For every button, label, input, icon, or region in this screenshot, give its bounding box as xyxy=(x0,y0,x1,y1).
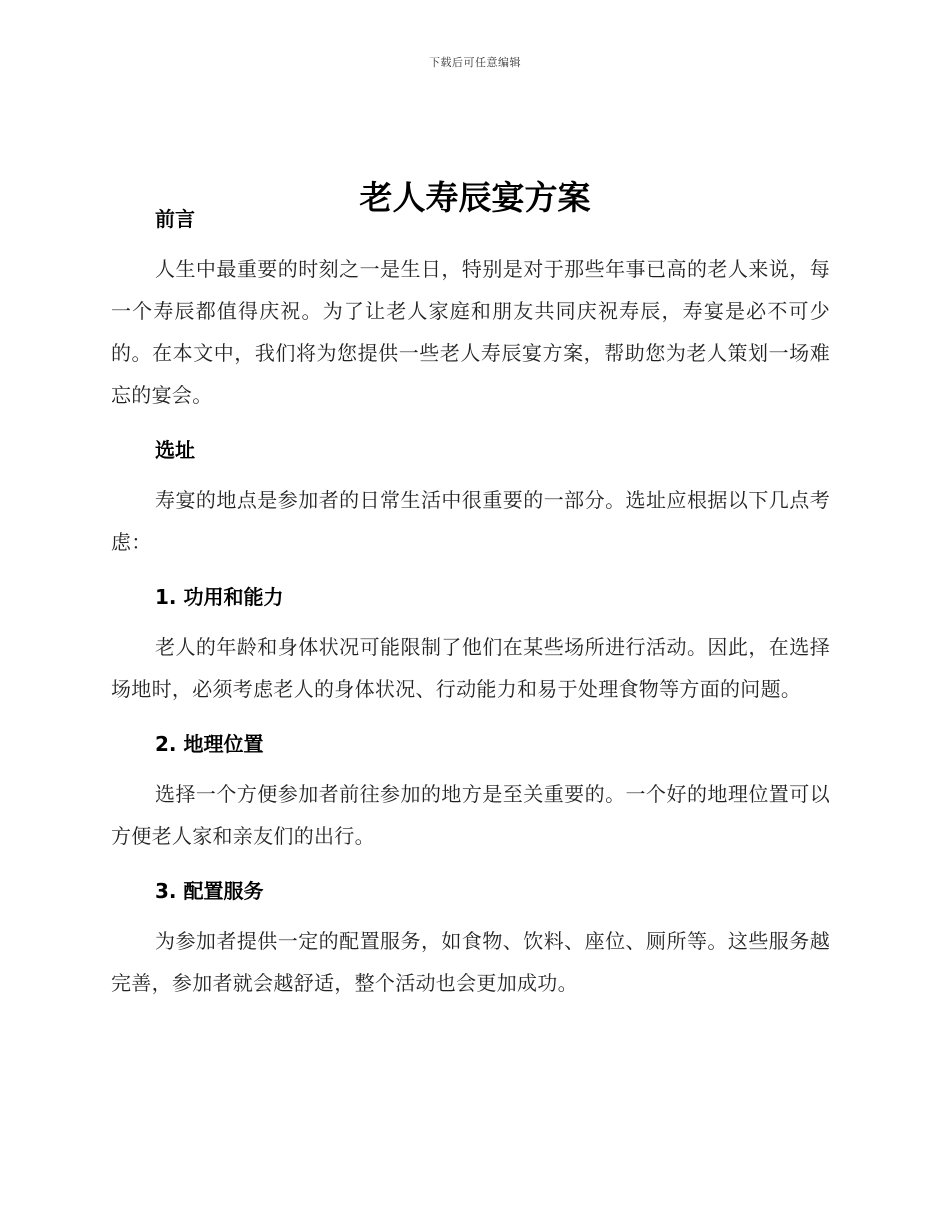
section-heading-intro: 前言 xyxy=(155,207,195,231)
document-body xyxy=(111,198,830,1004)
section-heading-site: 选址 xyxy=(155,438,195,462)
paragraph-site: 寿宴的地点是参加者的日常生活中很重要的一部分。选址应根据以下几点考虑： xyxy=(111,488,830,554)
section-heading-item2: 2. 地理位置 xyxy=(155,732,264,756)
header-note: 下载后可任意编辑 xyxy=(429,56,521,69)
paragraph-item3: 为参加者提供一定的配置服务，如食物、饮料、座位、厕所等。这些服务越完善，参加者就会越舒适，整个活动也会更加成功。 xyxy=(111,929,830,995)
section-heading-item1: 1. 功用和能力 xyxy=(155,585,284,609)
page-title: 老人寿辰宴方案 xyxy=(359,178,591,218)
paragraph-intro: 人生中最重要的时刻之一是生日，特别是对于那些年事已高的老人来说，每一个寿辰都值得庆祝。为了让老人家庭和朋友共同庆祝寿辰，寿宴是必不可少的。在本文中，我们将为您提供一些老人寿辰宴方案，帮助您为老人策划一场难忘的宴会。 xyxy=(111,257,830,407)
paragraph-item1: 老人的年龄和身体状况可能限制了他们在某些场所进行活动。因此，在选择场地时，必须考虑老人的身体状况、行动能力和易于处理食物等方面的问题。 xyxy=(111,635,830,701)
section-heading-item3: 3. 配置服务 xyxy=(155,879,264,903)
paragraph-item2: 选择一个方便参加者前往参加的地方是至关重要的。一个好的地理位置可以方便老人家和亲友们的出行。 xyxy=(111,782,830,848)
